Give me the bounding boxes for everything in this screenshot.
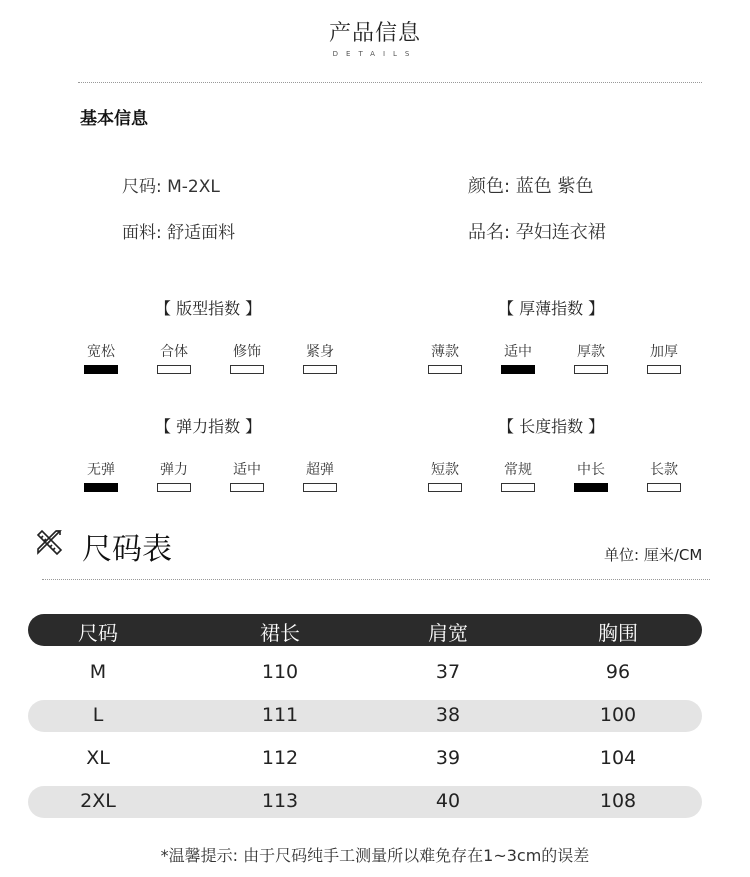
- index-indicator: [230, 483, 264, 492]
- table-column-header: 尺码: [78, 621, 118, 645]
- index-option-label: 短款: [431, 462, 459, 478]
- index-indicator: [230, 365, 264, 374]
- product-name-field: 品名: 孕妇连衣裙: [468, 222, 606, 243]
- table-cell: XL: [86, 747, 110, 769]
- table-cell: 111: [261, 704, 299, 726]
- divider: [42, 579, 710, 580]
- unit-label: 单位: 厘米/CM: [604, 546, 703, 564]
- index-option-label: 无弹: [87, 462, 115, 478]
- table-cell: 112: [261, 747, 299, 769]
- index-title: 【 弹力指数 】: [155, 417, 262, 436]
- index-option-label: 长款: [650, 462, 678, 478]
- index-indicator: [501, 483, 535, 492]
- table-cell: L: [92, 704, 104, 726]
- table-cell: 108: [599, 790, 637, 812]
- table-column-header: 胸围: [598, 621, 638, 645]
- index-indicator: [428, 483, 462, 492]
- index-indicator-selected: [84, 365, 118, 374]
- index-indicator: [157, 365, 191, 374]
- index-indicator: [647, 365, 681, 374]
- page-subtitle: DETAILS: [332, 50, 418, 58]
- index-option-label: 超弹: [306, 462, 334, 478]
- color-field: 颜色: 蓝色 紫色: [468, 176, 594, 197]
- index-title: 【 版型指数 】: [155, 299, 262, 318]
- index-indicator: [303, 483, 337, 492]
- index-option-label: 弹力: [160, 462, 188, 478]
- table-column-header: 裙长: [260, 621, 300, 645]
- table-cell: 113: [261, 790, 299, 812]
- index-indicator-selected: [84, 483, 118, 492]
- index-option-label: 修饰: [233, 344, 261, 360]
- index-option-label: 常规: [504, 462, 532, 478]
- table-cell: 39: [435, 747, 461, 769]
- index-option-label: 薄款: [431, 344, 459, 360]
- index-option-label: 宽松: [87, 344, 115, 360]
- index-title: 【 长度指数 】: [498, 417, 605, 436]
- table-cell: 104: [599, 747, 637, 769]
- table-cell: 40: [435, 790, 461, 812]
- table-column-header: 肩宽: [428, 621, 468, 645]
- table-cell: 110: [261, 661, 299, 683]
- divider: [78, 82, 702, 83]
- index-option-label: 加厚: [650, 344, 678, 360]
- index-indicator: [303, 365, 337, 374]
- size-field: 尺码: M-2XL: [122, 177, 220, 197]
- table-cell: 2XL: [80, 790, 116, 812]
- fabric-field: 面料: 舒适面料: [122, 223, 236, 243]
- page-title: 产品信息: [328, 21, 421, 46]
- table-cell: M: [89, 661, 107, 683]
- index-option-label: 厚款: [577, 344, 605, 360]
- table-cell: 100: [599, 704, 637, 726]
- index-option-label: 适中: [504, 344, 532, 360]
- index-indicator-selected: [501, 365, 535, 374]
- measurement-note: *温馨提示: 由于尺码纯手工测量所以难免存在1~3cm的误差: [160, 846, 590, 865]
- table-cell: 96: [605, 661, 631, 683]
- index-indicator: [157, 483, 191, 492]
- index-indicator: [574, 365, 608, 374]
- index-indicator: [647, 483, 681, 492]
- index-indicator-selected: [574, 483, 608, 492]
- index-option-label: 合体: [160, 344, 188, 360]
- index-indicator: [428, 365, 462, 374]
- pencil-ruler-icon: [34, 527, 64, 557]
- index-option-label: 中长: [577, 462, 605, 478]
- size-chart-title: 尺码表: [82, 532, 172, 567]
- index-title: 【 厚薄指数 】: [498, 299, 605, 318]
- index-option-label: 适中: [233, 462, 261, 478]
- basic-info-heading: 基本信息: [80, 109, 148, 129]
- index-option-label: 紧身: [306, 344, 334, 360]
- table-cell: 38: [435, 704, 461, 726]
- table-cell: 37: [435, 661, 461, 683]
